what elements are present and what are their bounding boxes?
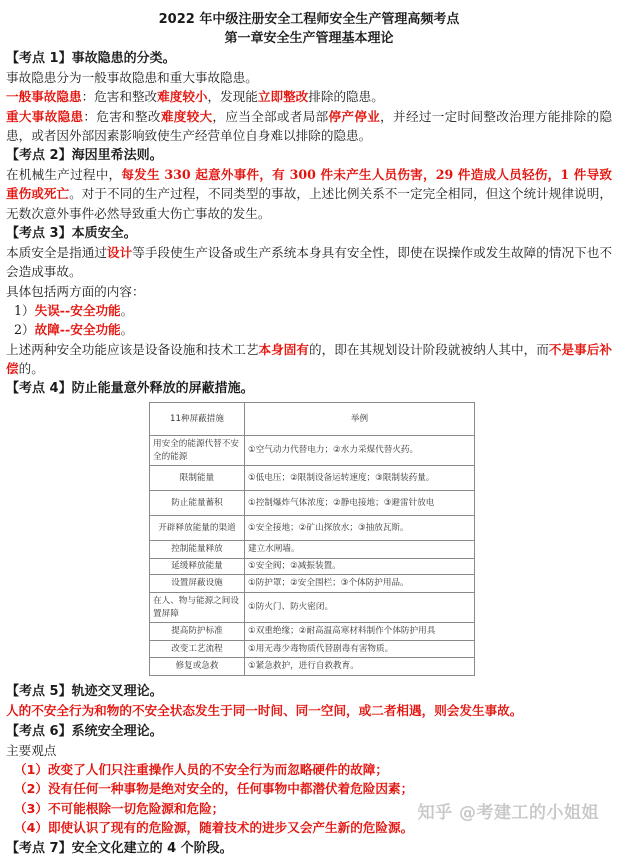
- table-row: [150, 641, 475, 658]
- zhihu-watermark: 知乎 @考建工的小姐姐: [417, 803, 599, 823]
- general-hazard-paragraph: [6, 87, 612, 106]
- section-2-heading: 【考点 2】海因里希法则。: [6, 148, 163, 164]
- list-item: （3）不可能根除一切危险源和危险；: [14, 800, 225, 816]
- summary-paragraph: [6, 340, 612, 379]
- emphasis: 每发生 330 起意外事件，有 300 件未产生人员伤害，29 件造成人员轻伤，1 件导致重伤或死亡: [6, 167, 613, 202]
- measure-cell: 改变工艺流程: [150, 641, 245, 658]
- item-number: 2）: [14, 322, 35, 338]
- emphasis: 故障--安全功能: [34, 322, 121, 338]
- emphasis: 不是事后补偿: [6, 341, 613, 376]
- section-7-heading: 【考点 7】安全文化建立的 4 个阶段。: [6, 840, 233, 856]
- measure-cell: 设置屏蔽设施: [150, 575, 245, 593]
- major-hazard-paragraph: [6, 107, 612, 146]
- text: 。: [120, 322, 134, 338]
- section-1-intro: 事故隐患分为一般事故隐患和重大事故隐患。: [6, 70, 258, 85]
- table-row: [150, 593, 475, 623]
- heinrich-paragraph: [6, 165, 612, 223]
- table-row: [150, 516, 475, 541]
- table-row: [150, 541, 475, 559]
- table-row: [150, 623, 475, 641]
- item-number: 1）: [14, 302, 35, 318]
- measure-cell: 限制能量: [150, 466, 245, 491]
- list-item: （2）没有任何一种事物是绝对安全的，任何事物中都潜伏着危险因素；: [14, 781, 414, 797]
- table-header-row: [150, 403, 475, 436]
- emphasis: 停产停业: [328, 108, 381, 124]
- measure-cell: 控制能量释放: [150, 541, 245, 559]
- text: ：危害和整改: [83, 108, 161, 124]
- emphasis: 本身固有: [258, 341, 310, 357]
- emphasis: 难度较小: [157, 89, 208, 105]
- table-row: [150, 559, 475, 575]
- text: 的。: [18, 360, 44, 376]
- example-cell: ①双重绝缘；②耐高温高寒材料制作个体防护用具: [245, 623, 475, 641]
- table-header: 11种屏蔽措施: [150, 403, 245, 436]
- table-header: 举例: [245, 403, 475, 436]
- emphasis: 设计: [107, 245, 133, 261]
- example-cell: ①控制爆炸气体浓度；②静电接地；③避雷针放电: [245, 491, 475, 516]
- measure-cell: 提高防护标准: [150, 623, 245, 641]
- example-cell: ①安全接地；②矿山探放水；③抽放瓦斯。: [245, 516, 475, 541]
- emphasis: 立即整改: [257, 89, 309, 105]
- text: 排除的隐患。: [308, 89, 384, 105]
- section-1-heading: 【考点 1】事故隐患的分类。: [6, 51, 176, 66]
- emphasis: 失误--安全功能: [34, 302, 121, 318]
- main-points-label: 主要观点: [6, 742, 57, 758]
- text: 。: [120, 302, 134, 318]
- table-row: [150, 436, 475, 466]
- text: 在机械生产过程中，: [6, 167, 122, 183]
- example-cell: ①紧急救护，进行自救教育。: [245, 658, 475, 676]
- section-4-heading: 【考点 4】防止能量意外释放的屏蔽措施。: [6, 381, 254, 397]
- example-cell: ①用无毒少毒物质代替剧毒有害物质。: [245, 641, 475, 658]
- example-cell: ①低电压；②限制设备运转速度；③限制装药量。: [245, 466, 475, 491]
- document: [6, 10, 612, 858]
- text: 的，即在其规划设计阶段就被纳人其中，而: [309, 341, 549, 357]
- text: ，发现能: [207, 89, 258, 105]
- table-row: [150, 466, 475, 491]
- text: 本质安全是指通过: [6, 245, 108, 261]
- shielding-measures-table: [149, 402, 475, 676]
- list-item: （4）即使认识了现有的危险源，随着技术的进步又会产生新的危险源。: [14, 820, 414, 836]
- measure-cell: 用安全的能源代替不安全的能源: [150, 436, 245, 466]
- text: ，并经过一定时间整改治理方能排除的隐患，或者因外部因素影响致使生产经营单位自身难以排除的隐患。: [6, 108, 613, 143]
- example-cell: ①空气动力代替电力；②水力采煤代替火药。: [245, 436, 475, 466]
- section-5-heading: 【考点 5】轨迹交叉理论。: [6, 684, 163, 700]
- example-cell: ①安全阀；②减振装置。: [245, 559, 475, 575]
- text: 。对于不同的生产过程，不同类型的事故，上述比例关系不一定完全相同，但这个统计规律说明，无数次意外事件必然导致重大伤亡事故的发生。: [6, 186, 613, 221]
- list-item: [6, 301, 612, 320]
- text: 上述两种安全功能应该是设备设施和技术工艺: [6, 341, 259, 357]
- measure-cell: 延缓释放能量: [150, 559, 245, 575]
- list-item: （1）改变了人们只注重操作人员的不安全行为而忽略硬件的故障；: [14, 761, 388, 777]
- text: 等手段使生产设备或生产系统本身具有安全性，即使在误操作或发生故障的情况下也不会造成事故。: [6, 245, 613, 280]
- section-3-heading: 【考点 3】本质安全。: [6, 226, 137, 242]
- emphasis: 难度较大: [160, 108, 213, 124]
- text: ，应当全部或者局部: [212, 108, 329, 124]
- intrinsic-safety-paragraph: [6, 243, 612, 282]
- table-row: [150, 575, 475, 593]
- measure-cell: 开辟释放能量的渠道: [150, 516, 245, 541]
- example-cell: 建立水闸墙。: [245, 541, 475, 559]
- example-cell: ①防火门、防火密闭。: [245, 593, 475, 623]
- example-cell: ①防护罩；②安全围栏；③个体防护用品。: [245, 575, 475, 593]
- measure-cell: 防止能量蓄积: [150, 491, 245, 516]
- table-row: [150, 658, 475, 676]
- content-intro: 具体包括两方面的内容：: [6, 283, 145, 299]
- measure-cell: 在人、物与能源之间设置屏障: [150, 593, 245, 623]
- text: ：危害和整改: [81, 89, 158, 105]
- list-item: [6, 320, 612, 339]
- section-6-heading: 【考点 6】系统安全理论。: [6, 723, 163, 739]
- chapter-title: 第一章安全生产管理基本理论: [224, 31, 394, 46]
- term: 重大事故隐患: [6, 108, 84, 124]
- document-title: 2022 年中级注册安全工程师安全生产管理高频考点: [158, 12, 460, 27]
- trajectory-theory-text: 人的不安全行为和物的不安全状态发生于同一时间、同一空间，或二者相遇，则会发生事故。: [6, 703, 523, 719]
- measure-cell: 修复或急救: [150, 658, 245, 676]
- term: 一般事故隐患: [6, 89, 82, 105]
- table-row: [150, 491, 475, 516]
